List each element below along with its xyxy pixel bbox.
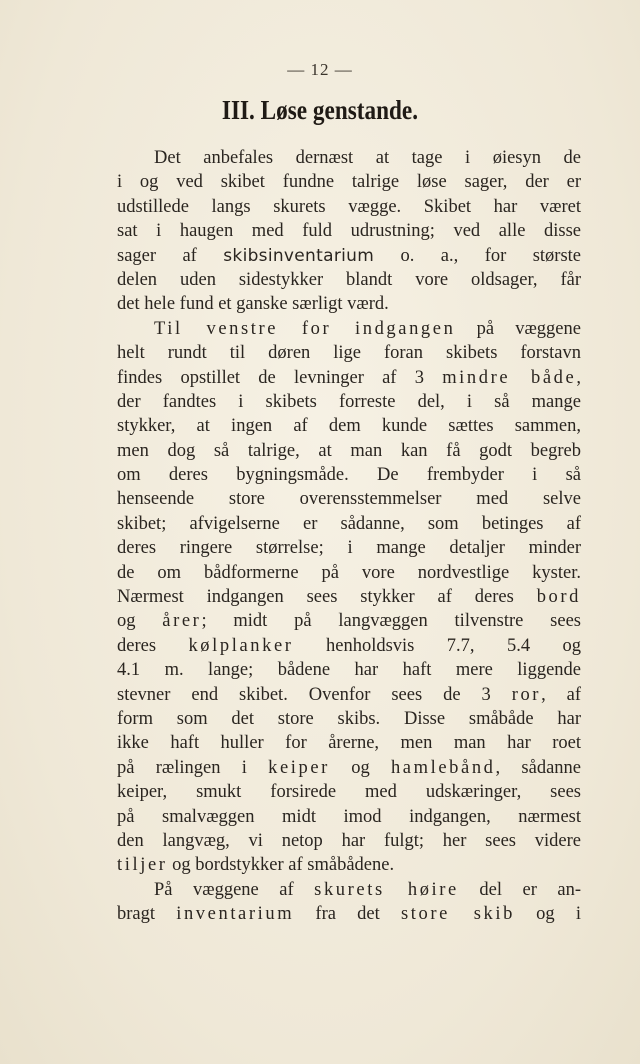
text-segment: udstillede langs skurets vægge. Skibet har været (117, 196, 581, 217)
text-segment: henholdsvis 7.7, 5.4 og (293, 635, 581, 656)
text-line (117, 683, 581, 707)
text-line (117, 366, 581, 390)
text-line (117, 195, 581, 219)
text-segment: det hele fund et ganske særligt værd. (117, 294, 389, 315)
text-line (117, 902, 581, 926)
text-line (117, 561, 581, 585)
text-segment: keiper (268, 757, 330, 778)
text-segment: o. a., for største (374, 245, 581, 266)
text-segment: på smalvæggen midt imod indgangen, nærmest (117, 806, 581, 827)
text-segment: keiper, smukt forsirede med udskæringer, sees (117, 782, 581, 803)
text-segment: ; midt på langvæggen tilvenstre sees (201, 611, 581, 632)
text-segment: , af (541, 684, 581, 705)
text-segment (117, 319, 154, 339)
text-segment: kølplanker (188, 635, 294, 656)
text-segment: findes opstillet de levninger af 3 (117, 367, 443, 388)
section-heading: III. Løse genstande. (221, 95, 419, 125)
text-line (117, 609, 581, 633)
text-segment: stykker, at ingen af dem kunde sættes sammen, (117, 416, 581, 437)
text-segment: på væggene (455, 318, 581, 339)
text-line (117, 585, 581, 609)
text-segment: i og ved skibet fundne talrige løse sager, der er (117, 172, 581, 193)
text-segment: og (117, 611, 163, 632)
text-segment: form som det store skibs. Disse småbåde har (117, 708, 581, 729)
text-segment: hamlebånd (390, 757, 496, 778)
text-segment: men dog så talrige, at man kan få godt begreb (117, 440, 581, 461)
text-segment: sager af (117, 245, 224, 266)
text-segment: deres ringere størrelse; i mange detaljer minder (117, 538, 581, 559)
text-line (117, 780, 581, 804)
text-segment: ikke haft huller for årerne, men man har roet (117, 733, 581, 754)
text-line (117, 805, 581, 829)
text-line (117, 707, 581, 731)
text-segment: den langvæg, vi netop har fulgt; her sees videre (117, 830, 581, 851)
text-line (117, 536, 581, 560)
text-line (117, 146, 581, 170)
text-line (117, 268, 581, 292)
text-line (117, 487, 581, 511)
text-line (117, 658, 581, 682)
text-line (117, 390, 581, 414)
text-line (117, 292, 581, 316)
text-line (117, 244, 581, 268)
text-line (117, 878, 581, 902)
text-line (117, 463, 581, 487)
text-segment: , (576, 367, 581, 388)
text-segment: mindre både (442, 367, 577, 388)
text-line (117, 853, 581, 877)
text-segment: tiljer (117, 855, 168, 876)
text-segment: 4.1 m. lange; bådene har haft mere liggende (117, 660, 581, 681)
text-segment: store skib (400, 904, 515, 925)
text-line (117, 414, 581, 438)
text-line (117, 317, 581, 341)
text-segment: ror (511, 684, 542, 705)
text-segment: om deres bygningsmåde. De frembyder i så (117, 465, 581, 486)
text-segment: bragt (117, 904, 177, 925)
text-line (117, 439, 581, 463)
text-segment: og (329, 757, 391, 778)
text-segment: skurets høire (314, 879, 459, 900)
text-segment: bord (536, 587, 581, 608)
text-line (117, 219, 581, 243)
text-segment: Det anbefales dernæst at tage i øiesyn de (117, 148, 581, 168)
text-segment: og bordstykker af småbådene. (167, 855, 395, 876)
text-segment: de om bådformerne på vore nordvestlige kyster. (117, 562, 581, 583)
text-line (117, 634, 581, 658)
text-segment: på rælingen i (117, 757, 269, 778)
text-segment: delen uden sidestykker blandt vore oldsager, får (117, 269, 581, 290)
text-line (117, 170, 581, 194)
text-segment: Til venstre for indgangen (154, 318, 456, 339)
text-segment: henseende store overensstemmelser med selve (117, 489, 581, 510)
text-segment: der fandtes i skibets forreste del, i så mange (117, 391, 581, 412)
text-segment: , sådanne (495, 757, 581, 778)
text-segment: deres (117, 635, 189, 656)
text-segment: del er an- (458, 879, 581, 900)
text-segment: På væggene af (117, 879, 315, 900)
body-text (117, 146, 581, 927)
text-segment: stevner end skibet. Ovenfor sees de 3 (117, 684, 512, 705)
text-segment: årer (162, 611, 202, 632)
text-line (117, 756, 581, 780)
text-line (117, 512, 581, 536)
text-segment: skibsinventarium (223, 245, 375, 266)
text-line (117, 341, 581, 365)
text-segment: inventarium (176, 904, 295, 925)
text-segment: og i (514, 904, 581, 925)
text-segment: sat i haugen med fuld udrustning; ved alle disse (117, 221, 581, 242)
text-segment: helt rundt til døren lige foran skibets forstavn (117, 343, 581, 364)
text-line (117, 829, 581, 853)
text-segment: fra det (294, 904, 401, 925)
text-line (117, 731, 581, 755)
text-segment: skibet; afvigelserne er sådanne, som betinges af (117, 513, 581, 534)
text-segment: Nærmest indgangen sees stykker af deres (117, 587, 537, 608)
page-number: — 12 — (287, 60, 353, 79)
